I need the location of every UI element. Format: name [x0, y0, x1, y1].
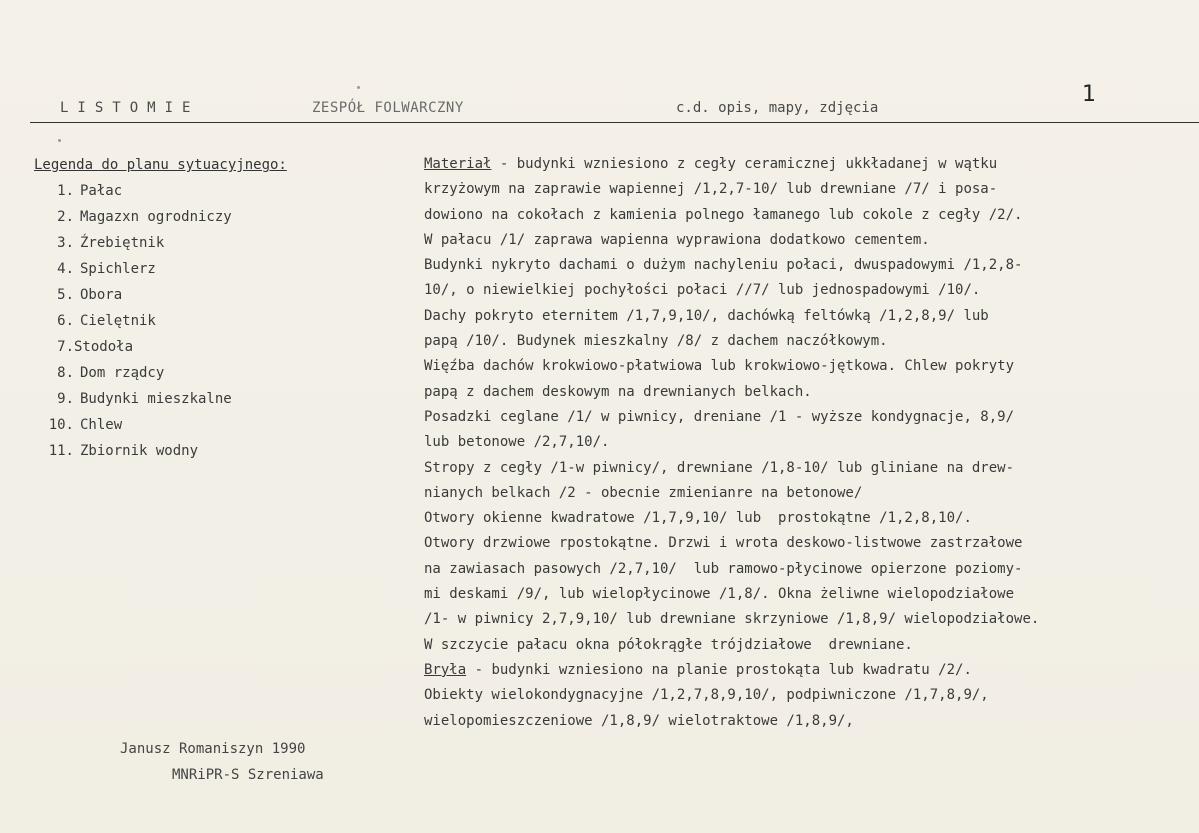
legend-item-name: Zbiornik wodny: [80, 443, 199, 459]
text-line: [424, 658, 1199, 683]
legend-item-name: Obora: [80, 287, 123, 303]
legend-item-number: 8.: [57, 365, 74, 381]
text-line: nianych belkach /2 - obecnie zmienianre na betonowe/: [424, 484, 863, 501]
legend-item-number: 4.: [57, 261, 74, 277]
text-line: mi deskami /9/, lub wielopłycinowe /1,8/. Okna żeliwne wielopodziałowe: [424, 586, 1015, 603]
legend-item-name: Dom rządcy: [80, 365, 165, 381]
legend-item: [34, 334, 394, 360]
legend-item-name: Magazxn ogrodniczy: [80, 209, 232, 225]
header: [0, 100, 1199, 120]
text-line-content: - budynki wzniesiono na planie prostokąta lub kwadratu /2/.: [466, 661, 972, 678]
text-line: W szczycie pałacu okna półokrągłe trójdziałowe drewniane.: [424, 636, 913, 653]
legend-item-number: 3.: [57, 235, 74, 251]
text-line: /1- w piwnicy 2,7,9,10/ lub drewniane skrzyniowe /1,8,9/ wielopodziałowe.: [424, 611, 1040, 628]
legend-item-name: Cielętnik: [80, 313, 156, 329]
legend-item: [34, 230, 394, 256]
legend-item: [34, 204, 394, 230]
author-institution: MNRiPR-S Szreniawa: [172, 767, 324, 783]
legend-item-name: Pałac: [80, 183, 123, 199]
legend-item: [34, 256, 394, 282]
text-line: Więźba dachów krokwiowo-płatwiowa lub krokwiowo-jętkowa. Chlew pokryty: [424, 358, 1015, 375]
text-line: Stropy z cegły /1-w piwnicy/, drewniane /1,8-10/ lub gliniane na drew-: [424, 459, 1015, 476]
text-line: papą z dachem deskowym na drewnianych belkach.: [424, 383, 812, 400]
text-line-content: - budynki wzniesiono z cegły ceramicznej ukkładanej w wątku: [491, 156, 998, 172]
legend-item-number: 2.: [57, 209, 74, 225]
section-heading-material: Materiał: [424, 156, 492, 172]
section-heading-bryla: Bryła: [424, 661, 467, 678]
legend-item: [34, 178, 394, 204]
text-line: W pałacu /1/ zaprawa wapienna wyprawiona dodatkowo cementem.: [424, 231, 930, 248]
legend-item: [34, 386, 394, 412]
legend-item: [34, 282, 394, 308]
legend-item-number: 11.: [48, 443, 74, 459]
header-title: LISTOMIE: [60, 100, 200, 116]
legend-item-name: Budynki mieszkalne: [80, 391, 232, 407]
text-line: lub betonowe /2,7,10/.: [424, 434, 610, 451]
legend-item-name: Chlew: [80, 417, 123, 433]
text-line: Obiekty wielokondygnacyjne /1,2,7,8,9,10/, podpiwniczone /1,7,8,9/,: [424, 687, 989, 704]
legend-item: [34, 412, 394, 438]
text-line: krzyżowym na zaprawie wapiennej /1,2,7-10/ lub drewniane /7/ i posa-: [424, 181, 998, 198]
text-line: Budynki nykryto dachami o dużym nachyleniu połaci, dwuspadowymi /1,2,8-: [424, 257, 1023, 274]
text-line: Dachy pokryto eternitem /1,7,9,10/, dachówką feltówką /1,2,8,9/ lub: [424, 307, 989, 324]
legend-item-number: 10.: [48, 417, 74, 433]
legend-title: Legenda do planu sytuacyjnego:: [34, 157, 287, 173]
legend-item-number: 6.: [57, 313, 74, 329]
text-line: Posadzki ceglane /1/ w piwnicy, dreniane /1 - wyższe kondygnacje, 8,9/: [424, 408, 1015, 425]
header-description: c.d. opis, mapy, zdjęcia: [676, 100, 879, 116]
text-line: Otwory drzwiowe rpostokątne. Drzwi i wrota deskowo-listwowe zastrzałowe: [424, 535, 1023, 552]
legend-item-name: Źrebiętnik: [80, 235, 165, 251]
paper-speck: [357, 86, 360, 89]
legend-item-name: Spichlerz: [80, 261, 156, 277]
legend-item-number: 1.: [57, 183, 74, 199]
text-line: na zawiasach pasowych /2,7,10/ lub ramowo-płycinowe opierzone poziomy-: [424, 560, 1023, 577]
legend-item-name: Stodoła: [74, 339, 134, 355]
legend: [34, 152, 394, 464]
author-name: Janusz Romaniszyn 1990: [120, 741, 306, 757]
header-subtitle: ZESPÓŁ FOLWARCZNY: [312, 100, 464, 116]
text-line: Otwory okienne kwadratowe /1,7,9,10/ lub prostokątne /1,2,8,10/.: [424, 510, 972, 527]
text-line: [424, 152, 1199, 177]
legend-item-number: 7.: [57, 339, 74, 355]
paper-speck: [58, 139, 61, 142]
legend-item-number: 9.: [57, 391, 74, 407]
legend-item: [34, 438, 394, 464]
text-line: 10/, o niewielkiej pochyłości połaci //7/ lub jednospadowymi /10/.: [424, 282, 981, 299]
text-line: wielopomieszczeniowe /1,8,9/ wielotraktowe /1,8,9/,: [424, 712, 854, 729]
description-text: [424, 152, 1199, 734]
text-line: papą /10/. Budynek mieszkalny /8/ z dachem naczółkowym.: [424, 333, 888, 350]
legend-item-number: 5.: [57, 287, 74, 303]
legend-item: [34, 360, 394, 386]
legend-list: [34, 178, 394, 464]
page-number: 1: [1082, 82, 1096, 107]
text-line: dowiono na cokołach z kamienia polnego łamanego lub cokole z cegły /2/.: [424, 206, 1023, 223]
header-rule: [30, 122, 1199, 123]
legend-item: [34, 308, 394, 334]
